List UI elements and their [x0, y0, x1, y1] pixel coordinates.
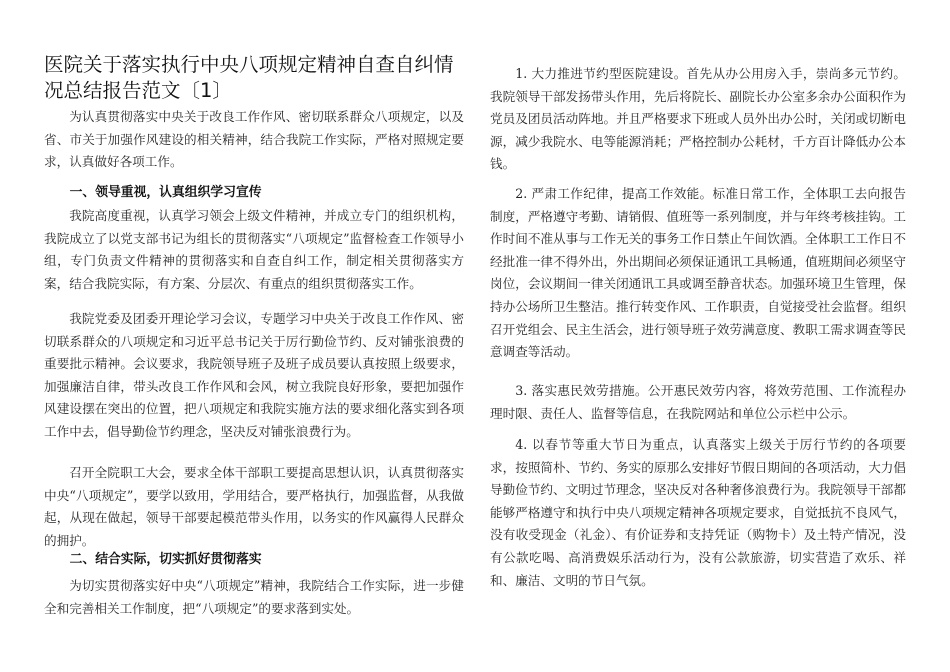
measure-item: 3. 落实惠民效劳措施。公开惠民效劳内容，将效劳范围、工作流程办理时限、责任人、监督等信息，在我院网站和单位公示栏中公示。: [490, 383, 906, 421]
section1-heading: 一、领导重视，认真组织学习宣传: [69, 185, 262, 200]
intro-paragraph: 为认真贯彻落实中央关于改良工作作风、密切联系群众八项规定，以及省、市关于加强作风建设的相关精神，结合我院工作实际，严格对照规定要求，认真做好各项工作。: [44, 109, 464, 170]
measure-item: 4. 以春节等重大节日为重点，认真落实上级关于厉行节约的各项要求，按照简朴、节约、务实的原那么安排好节假日期间的各项活动，大力倡导勤俭节约、文明过节理念，坚决反对各种奢侈浪费行为。我院领导干部都能够严格遵守和执行中央八项规定精神各项规定要求，自觉抵抗不良风气，没有收受现金（礼金）、有价证券和支持凭证（购物卡）及土特产情况，没有公款吃喝、高消费娱乐活动行为，没有公款旅游，切实营造了欢乐、祥和、廉洁、文明的节日气氛。: [490, 437, 906, 588]
section1-paragraph: 我院高度重视，认真学习领会上级文件精神，并成立专门的组织机构，我院成立了以党支部书记为组长的贯彻落实“八项规定”监督检查工作领导小组，专门负责文件精神的贯彻落实和自查自纠工作，制定相关贯彻落实方案，结合我院实际，有方案、分层次、有重点的组织贯彻落实工作。: [44, 208, 464, 291]
measure-item: 1. 大力推进节约型医院建设。首先从办公用房入手，崇尚多元节约。我院领导干部发扬带头作用，先后将院长、副院长办公室多余办公面积作为党员及团员活动阵地。并且严格要求下班或人员外出办公时，关闭或切断电源，减少我院水、电等能源消耗；严格控制办公耗材，千方百计降低办公本钱。: [490, 66, 906, 172]
document-title: 医院关于落实执行中央八项规定精神自查自纠情况总结报告范文〔1〕: [44, 53, 454, 102]
section1-paragraph: 我院党委及团委开理论学习会议，专题学习中央关于改良工作作风、密切联系群众的八项规定和习近平总书记关于厉行勤俭节约、反对铺张浪费的重要批示精神。会议要求，我院领导班子及班子成员要认真按照上级要求，加强廉洁自律，带头改良工作作风和会风，树立我院良好形象，要把加强作风建设摆在突出的位置，把八项规定和我院实施方法的要求细化落实到各项工作中去，倡导勤俭节约理念，坚决反对铺张浪费行为。: [44, 311, 464, 439]
section2-heading: 二、结合实际，切实抓好贯彻落实: [69, 552, 262, 567]
measure-item: 2. 严肃工作纪律，提高工作效能。标准日常工作，全体职工去向报告制度，严格遵守考勤、请销假、值班等一系列制度，并与年终考核挂钩。工作时间不准从事与工作无关的事务工作日禁止午间饮酒。全体职工工作日不经批准一律不得外出，外出期间必须保证通讯工具畅通，值班期间必须坚守岗位，会议期间一律关闭通讯工具或调至静音状态。加强环境卫生管理，保持办公场所卫生整洁。推行转变作风、工作职责，自觉接受社会监督。组织召开党组会、民主生活会，进行领导班子效劳满意度、教职工需求调查等民意调查等活动。: [490, 186, 906, 360]
section2-intro-paragraph: 为切实贯彻落实好中央“八项规定”精神，我院结合工作实际，进一步健全和完善相关工作制度，把“八项规定”的要求落到实处。: [44, 578, 464, 616]
section1-paragraph: 召开全院职工大会，要求全体干部职工要提高思想认识，认真贯彻落实中央“八项规定”，要学以致用，学用结合，要严格执行，加强监督，从我做起，从现在做起，领导干部要起模范带头作用，以务实的作风赢得人民群众的拥护。: [44, 465, 464, 548]
